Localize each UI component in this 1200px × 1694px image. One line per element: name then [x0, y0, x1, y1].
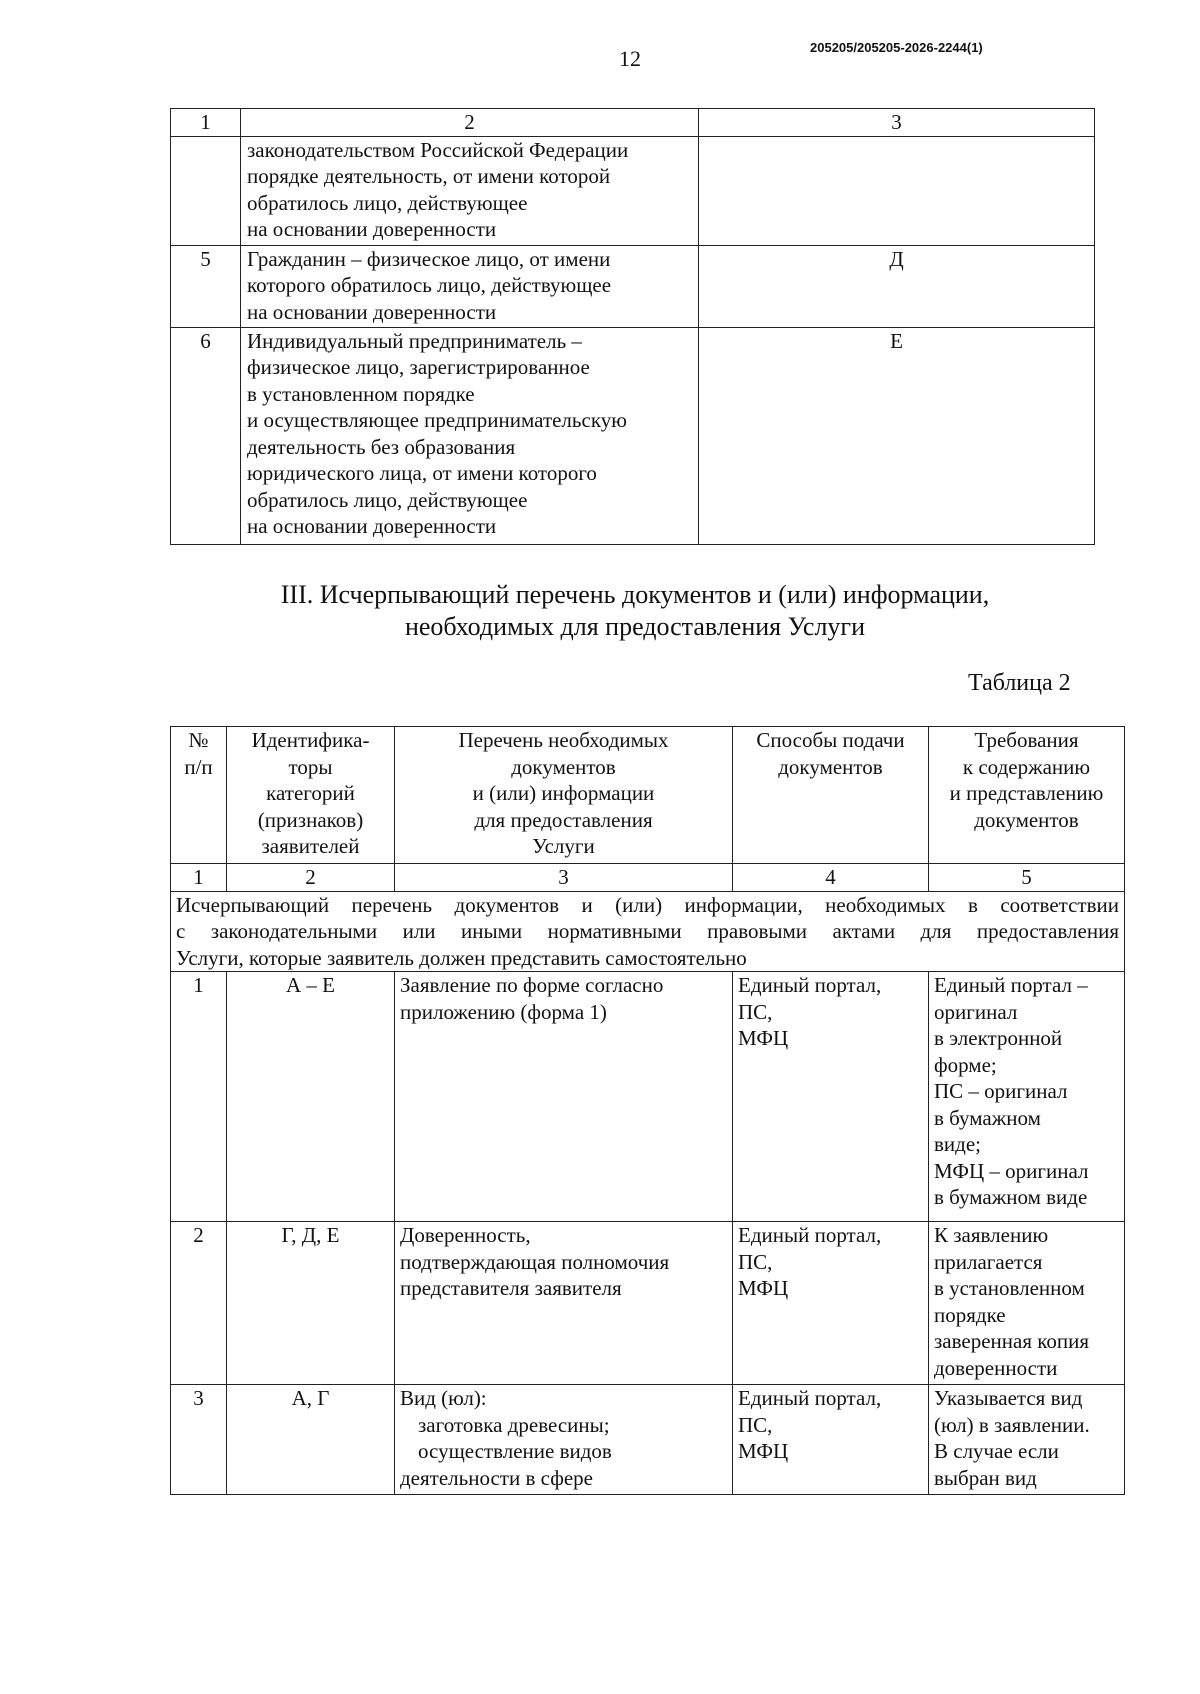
applicant-identifiers: Г, Д, Е: [227, 1222, 395, 1385]
text-line: МФЦ – оригинал: [934, 1158, 1089, 1183]
applicant-identifiers: А – Е: [227, 972, 395, 1222]
submission-methods: [733, 1222, 929, 1385]
text-line: ПС – оригинал: [934, 1079, 1068, 1103]
section-span-text: [171, 891, 1125, 972]
text-line: ПС,: [738, 1249, 773, 1274]
header-line: документов: [974, 807, 1079, 832]
row-number: 5: [171, 245, 241, 327]
document-name: [395, 1222, 733, 1385]
text-line: порядке: [934, 1302, 1006, 1327]
header-methods: [733, 727, 929, 864]
text-line: в электронной: [934, 1026, 1063, 1050]
header-line: категорий: [266, 781, 355, 805]
text-line: на основании доверенности: [247, 299, 497, 324]
header-line: Требования: [974, 728, 1079, 752]
category-description: [241, 245, 699, 327]
text-line: порядке деятельность, от имени которой: [247, 164, 611, 188]
document-requirements: [929, 972, 1125, 1222]
applicant-identifiers: А, Г: [227, 1385, 395, 1495]
table1-col-number: 3: [699, 109, 1095, 137]
text-line: представителя заявителя: [400, 1276, 622, 1300]
text-line: Гражданин – физическое лицо, от имени: [247, 246, 611, 271]
section-heading-line: необходимых для предоставления Услуги: [404, 612, 866, 641]
text-line: заготовка древесины;: [418, 1412, 610, 1437]
text-line: в установленном: [934, 1276, 1085, 1300]
text-line: виде;: [934, 1132, 981, 1156]
text-line: Указывается вид: [934, 1386, 1083, 1410]
column-number-row: [171, 864, 1125, 892]
text-line: форме;: [934, 1052, 997, 1077]
text-line: доверенности: [934, 1355, 1058, 1380]
text-line: Индивидуальный предприниматель –: [247, 328, 582, 353]
category-description: [241, 327, 699, 544]
text-line: которого обратилось лицо, действующее: [247, 273, 612, 297]
text-line: выбран вид: [934, 1465, 1037, 1490]
text-line: Исчерпывающий перечень документов и (или) информации, необходимых в соответствии: [176, 892, 1119, 917]
text-line: оригинал: [934, 999, 1018, 1024]
table-row: [171, 1385, 1125, 1495]
header-requirements: [929, 727, 1125, 864]
text-line: К заявлению: [934, 1223, 1049, 1247]
table-row: [171, 1222, 1125, 1385]
document-id: 205205/205205-2026-2244(1): [810, 40, 983, 55]
table-row: [171, 136, 1095, 245]
table1-col-number: 2: [241, 109, 699, 137]
row-number: 1: [171, 972, 227, 1222]
header-line: Услуги: [532, 834, 595, 858]
header-line: торы: [288, 754, 333, 779]
table2-col-number: 2: [227, 864, 395, 892]
text-line: ПС,: [738, 999, 773, 1024]
header-line: Идентифика-: [251, 728, 370, 752]
header-line: и представлению: [949, 781, 1104, 805]
text-line: Доверенность,: [400, 1223, 531, 1247]
header-identifiers: [227, 727, 395, 864]
text-line: деятельности в сфере: [400, 1465, 593, 1490]
text-line: Заявление по форме согласно: [400, 973, 664, 997]
text-line: Услуги, которые заявитель должен представить самостоятельно: [176, 945, 747, 970]
text-line: физическое лицо, зарегистрированное: [247, 355, 590, 379]
text-line: обратилось лицо, действующее: [247, 190, 528, 215]
table2-header-row: [171, 727, 1125, 864]
document-name: [395, 972, 733, 1222]
header-line: документов: [778, 754, 883, 779]
table2-col-number: 5: [929, 864, 1125, 892]
text-line: деятельность без образования: [247, 434, 516, 459]
text-line: на основании доверенности: [247, 514, 497, 538]
text-line: прилагается: [934, 1249, 1043, 1274]
text-line: с законодательными или иными нормативными правовыми актами для предоставления: [176, 919, 1119, 943]
text-line: подтверждающая полномочия: [400, 1249, 670, 1274]
text-line: Единый портал,: [738, 1386, 882, 1410]
row-number: [171, 136, 241, 245]
submission-methods: [733, 1385, 929, 1495]
submission-methods: [733, 972, 929, 1222]
header-line: документов: [511, 754, 616, 779]
table-row: [171, 972, 1125, 1222]
section-heading-line: III. Исчерпывающий перечень документов и (или) информации,: [280, 580, 990, 609]
text-line: приложению (форма 1): [400, 999, 607, 1024]
text-line: законодательством Российской Федерации: [247, 137, 629, 162]
text-line: юридического лица, от имени которого: [247, 461, 597, 485]
header-documents: [395, 727, 733, 864]
text-line: (юл) в заявлении.: [934, 1412, 1090, 1437]
table2-col-number: 4: [733, 864, 929, 892]
text-line: Единый портал,: [738, 973, 882, 997]
header-line: Способы подачи: [756, 728, 905, 752]
header-number: [171, 727, 227, 864]
text-line: В случае если: [934, 1439, 1059, 1463]
text-line: осуществление видов: [418, 1439, 612, 1463]
table1-header-row: [171, 109, 1095, 137]
text-line: МФЦ: [738, 1439, 789, 1463]
section-heading: [0, 579, 1200, 643]
documents-table: [170, 726, 1125, 1495]
text-line: обратилось лицо, действующее: [247, 487, 528, 512]
page-number: 12: [619, 46, 641, 71]
table-caption: Таблица 2: [968, 670, 1071, 696]
table-row: [171, 327, 1095, 544]
text-line: в бумажном: [934, 1105, 1041, 1130]
category-description: [241, 136, 699, 245]
applicant-categories-table: [170, 108, 1095, 545]
row-number: 6: [171, 327, 241, 544]
header-line: (признаков): [257, 807, 364, 832]
row-number: 2: [171, 1222, 227, 1385]
text-line: Единый портал,: [738, 1223, 882, 1247]
table1-col-number: 1: [171, 109, 241, 137]
document-name: [395, 1385, 733, 1495]
text-line: и осуществляющее предпринимательскую: [247, 408, 627, 432]
header-line: №: [188, 728, 209, 752]
text-line: в установленном порядке: [247, 381, 475, 406]
category-code: Д: [699, 245, 1095, 327]
text-line: Вид (юл):: [400, 1386, 487, 1410]
row-number: 3: [171, 1385, 227, 1495]
header-line: для предоставления: [474, 807, 653, 832]
table-row: [171, 245, 1095, 327]
category-code: Е: [699, 327, 1095, 544]
header-line: к содержанию: [962, 754, 1091, 779]
header-line: Перечень необходимых: [458, 728, 669, 752]
header-line: и (или) информации: [472, 781, 655, 805]
header-line: п/п: [184, 754, 213, 779]
section-span-row: [171, 891, 1125, 972]
text-line: МФЦ: [738, 1276, 789, 1300]
text-line: Единый портал –: [934, 973, 1088, 997]
category-code: [699, 136, 1095, 245]
table2-col-number: 3: [395, 864, 733, 892]
text-line: в бумажном виде: [934, 1185, 1088, 1209]
document-requirements: [929, 1385, 1125, 1495]
text-line: ПС,: [738, 1412, 773, 1437]
text-line: на основании доверенности: [247, 217, 497, 241]
text-line: заверенная копия: [934, 1329, 1090, 1353]
document-requirements: [929, 1222, 1125, 1385]
table2-col-number: 1: [171, 864, 227, 892]
header-line: заявителей: [261, 834, 360, 858]
text-line: МФЦ: [738, 1026, 789, 1050]
